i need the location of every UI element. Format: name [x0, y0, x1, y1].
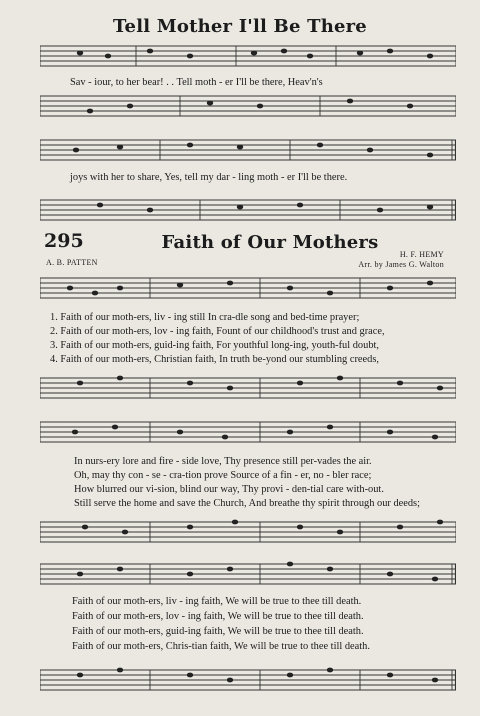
music-staff — [40, 196, 456, 224]
music-staff — [40, 92, 456, 120]
music-staff — [40, 272, 456, 304]
verse-line: 2. Faith of our moth-ers, lov - ing faith, Fount of our childhood's trust and grace, — [50, 326, 385, 337]
verse-line: 4. Faith of our moth-ers, Christian faith, In truth be-yond our stumbling creeds, — [50, 354, 379, 365]
verse-line: Oh, may thy con - se - cra-tion prove Source of a fin - er, no - bler race; — [74, 470, 372, 481]
music-staff — [40, 514, 456, 548]
music-staff — [40, 414, 456, 448]
refrain-line: Faith of our moth-ers, Chris-tian faith, We will be true to thee till death. — [72, 641, 370, 652]
music-staff — [40, 136, 456, 164]
hymn-number: 295 — [44, 230, 84, 252]
composer-credit: H. F. HEMY — [399, 250, 444, 259]
hymn-title: Faith of Our Mothers — [161, 232, 379, 253]
verse-line: Still serve the home and save the Church, And breathe thy spirit through our deeds; — [74, 498, 420, 509]
lyric-line: Sav - iour, to her bear! . . Tell moth - er I'll be there, Heav'n's — [70, 77, 323, 88]
music-staff — [40, 556, 456, 590]
hymn-title-tell-mother: Tell Mother I'll Be There — [113, 16, 367, 37]
verse-line: 1. Faith of our moth-ers, liv - ing still In cra-dle song and bed-time prayer; — [50, 312, 360, 323]
refrain-line: Faith of our moth-ers, guid-ing faith, We will be true to thee till death. — [72, 626, 364, 637]
verse-line: In nurs-ery lore and fire - side love, Thy presence still per-vades the air. — [74, 456, 372, 467]
refrain-line: Faith of our moth-ers, lov - ing faith, We will be true to thee till death. — [72, 611, 364, 622]
music-staff — [40, 660, 456, 696]
music-staff — [40, 42, 456, 68]
lyric-line: joys with her to share, Yes, tell my dar - ling moth - er I'll be there. — [70, 172, 348, 183]
verse-line: How blurred our vi-sion, blind our way, Thy provi - den-tial care with-out. — [74, 484, 384, 495]
lyricist-credit: A. B. PATTEN — [46, 258, 98, 267]
verse-line: 3. Faith of our moth-ers, guid-ing faith, For youthful long-ing, youth-ful doubt, — [50, 340, 380, 351]
music-staff — [40, 370, 456, 404]
arranger-credit: Arr. by James G. Walton — [358, 260, 444, 269]
refrain-line: Faith of our moth-ers, liv - ing faith, We will be true to thee till death. — [72, 596, 362, 607]
